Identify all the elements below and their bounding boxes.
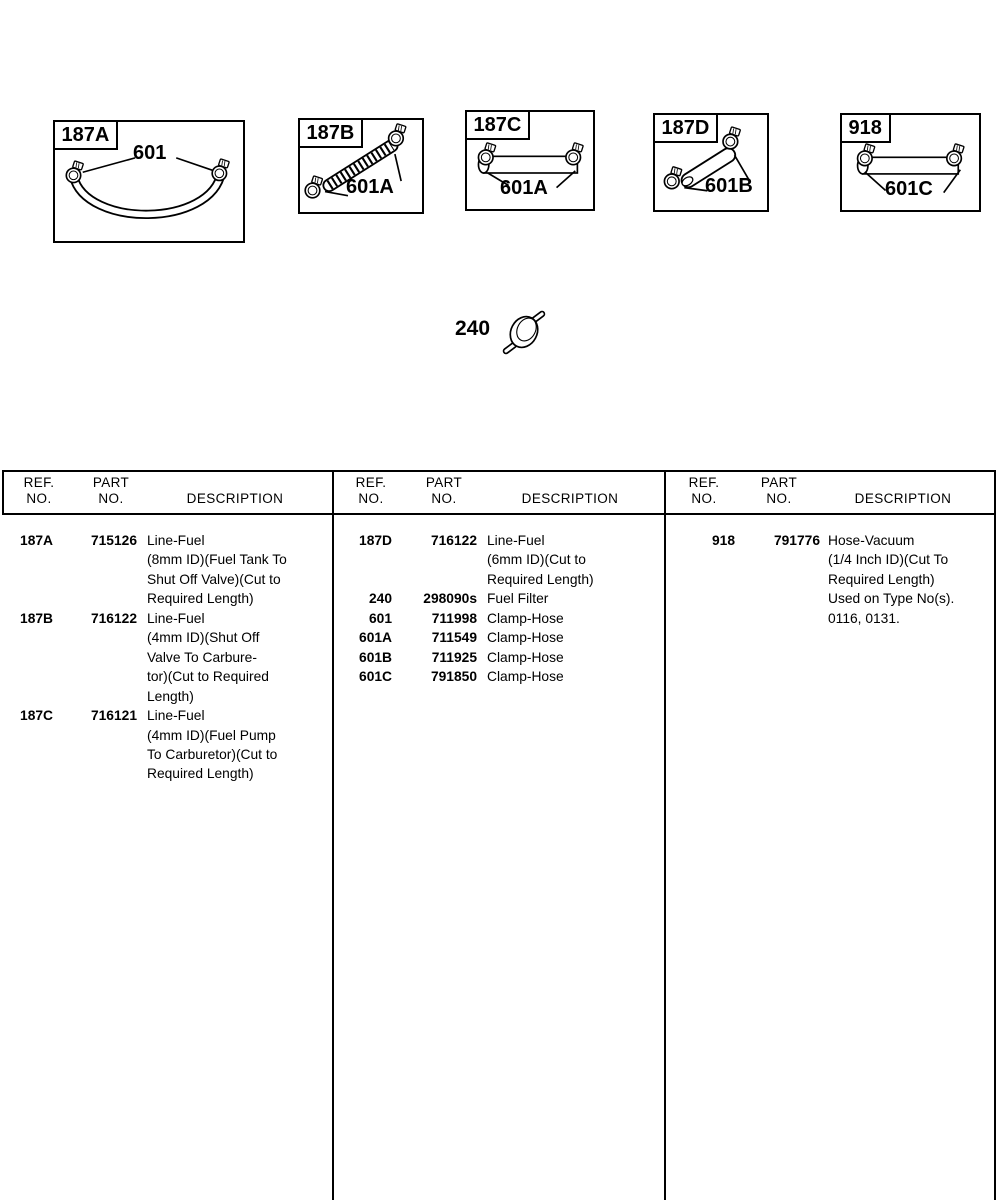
table-row	[335, 550, 665, 569]
part-no-cell	[53, 570, 137, 589]
part-callout: 601C	[885, 178, 933, 200]
figure-box-918	[840, 113, 981, 212]
table-header-separator	[2, 513, 996, 515]
leader-line	[83, 158, 135, 172]
parts-list-column-3	[665, 531, 995, 628]
description-cell: Required Length)	[147, 591, 254, 607]
header-line: NO.	[358, 491, 384, 506]
description-cell: To Carburetor)(Cut to	[147, 746, 278, 762]
description-cell: Used on Type No(s).	[828, 591, 955, 607]
description-cell: Line-Fuel	[147, 610, 205, 626]
table-row	[665, 570, 995, 589]
ref-no-cell	[335, 570, 392, 589]
part-no-cell	[392, 570, 477, 589]
description-cell: Line-Fuel	[147, 533, 205, 548]
part-callout-fuel-filter: 240	[455, 317, 491, 340]
part-no-cell	[735, 589, 820, 608]
header-line: NO.	[431, 491, 457, 506]
hose-clamp-icon	[389, 124, 406, 146]
header-line: PART	[760, 475, 798, 490]
description-cell: Line-Fuel	[487, 533, 545, 548]
part-no-cell: 711925	[431, 649, 477, 665]
part-no-cell	[53, 726, 137, 745]
part-no-cell	[53, 628, 137, 647]
table-row	[0, 648, 333, 667]
parts-list-column-2	[335, 531, 665, 687]
part-no-cell	[735, 570, 820, 589]
figure-box-ref-tab: 187D	[653, 113, 719, 143]
ref-no-cell: 240	[368, 591, 392, 607]
header-line: REF.	[688, 475, 720, 490]
part-callout: 601A	[500, 177, 548, 199]
hose-clamp-icon	[305, 176, 322, 198]
table-row	[0, 589, 333, 608]
hose-clamp-icon	[212, 159, 229, 181]
fuel-filter-icon	[497, 305, 551, 359]
table-row	[0, 550, 333, 569]
ref-no-cell: 187C	[20, 708, 53, 724]
description-cell: (8mm ID)(Fuel Tank To	[147, 552, 287, 568]
part-no-cell: 711998	[431, 610, 477, 626]
leader-line	[176, 158, 212, 170]
ref-no-cell	[0, 687, 53, 706]
hose-clamp-icon	[566, 143, 583, 165]
ref-no-cell	[0, 667, 53, 686]
figure-box-187D	[653, 113, 769, 212]
ref-no-cell	[665, 570, 735, 589]
part-no-cell	[53, 589, 137, 608]
part-no-cell	[735, 550, 820, 569]
header-line: PART	[425, 475, 463, 490]
table-row	[335, 628, 665, 647]
part-no-cell: 716121	[90, 708, 137, 724]
header-line: REF.	[23, 475, 55, 490]
table-row	[335, 609, 665, 628]
figure-box-187A	[53, 120, 245, 243]
figure-box-ref-tab: 187C	[465, 110, 531, 140]
ref-no-cell: 187D	[359, 533, 392, 548]
hose-clamp-icon	[723, 127, 740, 149]
ref-no-cell: 187B	[20, 610, 53, 626]
table-row	[335, 531, 665, 550]
ref-no-cell	[0, 570, 53, 589]
part-no-cell: 791850	[430, 669, 477, 685]
description-cell: (4mm ID)(Shut Off	[147, 630, 260, 646]
ref-no-cell	[335, 550, 392, 569]
part-no-cell	[735, 609, 820, 628]
ref-no-header	[689, 475, 720, 507]
table-left-border	[2, 470, 4, 515]
part-no-cell	[53, 550, 137, 569]
table-row	[0, 764, 333, 783]
description-cell: Valve To Carbure-	[147, 649, 257, 665]
header-line: REF.	[355, 475, 387, 490]
header-line: NO.	[766, 491, 792, 506]
description-cell: Line-Fuel	[147, 708, 205, 724]
description-cell: Required Length)	[828, 571, 935, 587]
figure-box-ref-tab: 187B	[298, 118, 364, 148]
description-cell: (4mm ID)(Fuel Pump	[147, 727, 276, 743]
ref-no-cell: 601B	[359, 649, 392, 665]
part-no-cell: 715126	[90, 533, 137, 548]
table-row	[0, 570, 333, 589]
part-no-header	[761, 475, 797, 507]
table-row	[335, 570, 665, 589]
figure-box-187B	[298, 118, 424, 214]
part-callout: 601	[133, 142, 167, 164]
description-header: DESCRIPTION	[521, 491, 619, 506]
hose-clamp-icon	[947, 144, 964, 166]
part-no-cell: 711549	[431, 630, 477, 646]
description-cell: Required Length)	[147, 766, 254, 782]
ref-no-cell	[665, 609, 735, 628]
table-row	[335, 648, 665, 667]
table-row	[0, 726, 333, 745]
table-row	[0, 745, 333, 764]
hose-clamp-icon	[664, 167, 681, 189]
hose-clamp-icon	[66, 161, 83, 183]
header-line: NO.	[26, 491, 52, 506]
table-row	[0, 687, 333, 706]
header-line: PART	[92, 475, 130, 490]
description-cell: Required Length)	[487, 571, 594, 587]
ref-no-header	[24, 475, 55, 507]
ref-no-cell: 918	[711, 533, 735, 548]
ref-no-cell	[0, 550, 53, 569]
description-cell: tor)(Cut to Required	[147, 669, 269, 685]
leader-line	[395, 154, 401, 181]
ref-no-cell	[0, 764, 53, 783]
part-no-header	[426, 475, 462, 507]
leader-line	[684, 188, 707, 191]
table-row	[335, 667, 665, 686]
figure-box-ref-tab: 187A	[53, 120, 119, 150]
description-cell: Clamp-Hose	[487, 669, 564, 685]
ref-no-cell: 601	[368, 610, 392, 626]
description-cell: Fuel Filter	[487, 591, 549, 607]
ref-no-cell	[0, 589, 53, 608]
table-row	[665, 609, 995, 628]
part-no-cell	[53, 667, 137, 686]
ref-no-cell	[665, 550, 735, 569]
leader-line	[325, 192, 348, 196]
table-row	[0, 628, 333, 647]
description-cell: Clamp-Hose	[487, 630, 564, 646]
description-cell: Shut Off Valve)(Cut to	[147, 571, 281, 587]
part-no-cell	[53, 745, 137, 764]
description-cell: (6mm ID)(Cut to	[487, 552, 586, 568]
part-no-cell	[53, 687, 137, 706]
table-row	[665, 531, 995, 550]
table-row	[0, 609, 333, 628]
description-cell: Length)	[147, 688, 194, 704]
figure-box-187C	[465, 110, 595, 211]
description-cell: Clamp-Hose	[487, 649, 564, 665]
table-top-border	[2, 470, 996, 472]
ref-no-cell	[0, 648, 53, 667]
table-row	[0, 706, 333, 725]
table-row	[0, 667, 333, 686]
description-cell: 0116, 0131.	[828, 610, 900, 626]
table-row	[0, 531, 333, 550]
part-no-cell: 716122	[430, 533, 477, 548]
part-no-header	[93, 475, 129, 507]
description-cell: Hose-Vacuum	[828, 533, 915, 548]
ref-no-cell: 187A	[20, 533, 53, 548]
ref-no-header	[356, 475, 387, 507]
ref-no-cell: 601A	[359, 630, 392, 646]
part-no-cell	[392, 550, 477, 569]
part-no-cell: 791776	[773, 533, 820, 548]
table-row	[335, 589, 665, 608]
description-header: DESCRIPTION	[186, 491, 284, 506]
parts-list-column-1	[0, 531, 333, 784]
part-no-cell	[53, 648, 137, 667]
ref-no-cell	[0, 628, 53, 647]
header-line: NO.	[691, 491, 717, 506]
description-cell: Clamp-Hose	[487, 610, 564, 626]
part-no-cell: 298090s	[423, 591, 477, 607]
figure-box-ref-tab: 918	[840, 113, 891, 143]
ref-no-cell: 601C	[359, 669, 392, 685]
table-row	[665, 550, 995, 569]
ref-no-cell	[0, 726, 53, 745]
ref-no-cell	[665, 589, 735, 608]
part-no-cell	[53, 764, 137, 783]
description-header: DESCRIPTION	[854, 491, 952, 506]
table-row	[665, 589, 995, 608]
part-callout: 601A	[346, 176, 394, 198]
ref-no-cell	[0, 745, 53, 764]
description-cell: (1/4 Inch ID)(Cut To	[828, 552, 949, 568]
header-line: NO.	[98, 491, 124, 506]
part-callout: 601B	[705, 175, 753, 197]
part-no-cell: 716122	[90, 610, 137, 626]
